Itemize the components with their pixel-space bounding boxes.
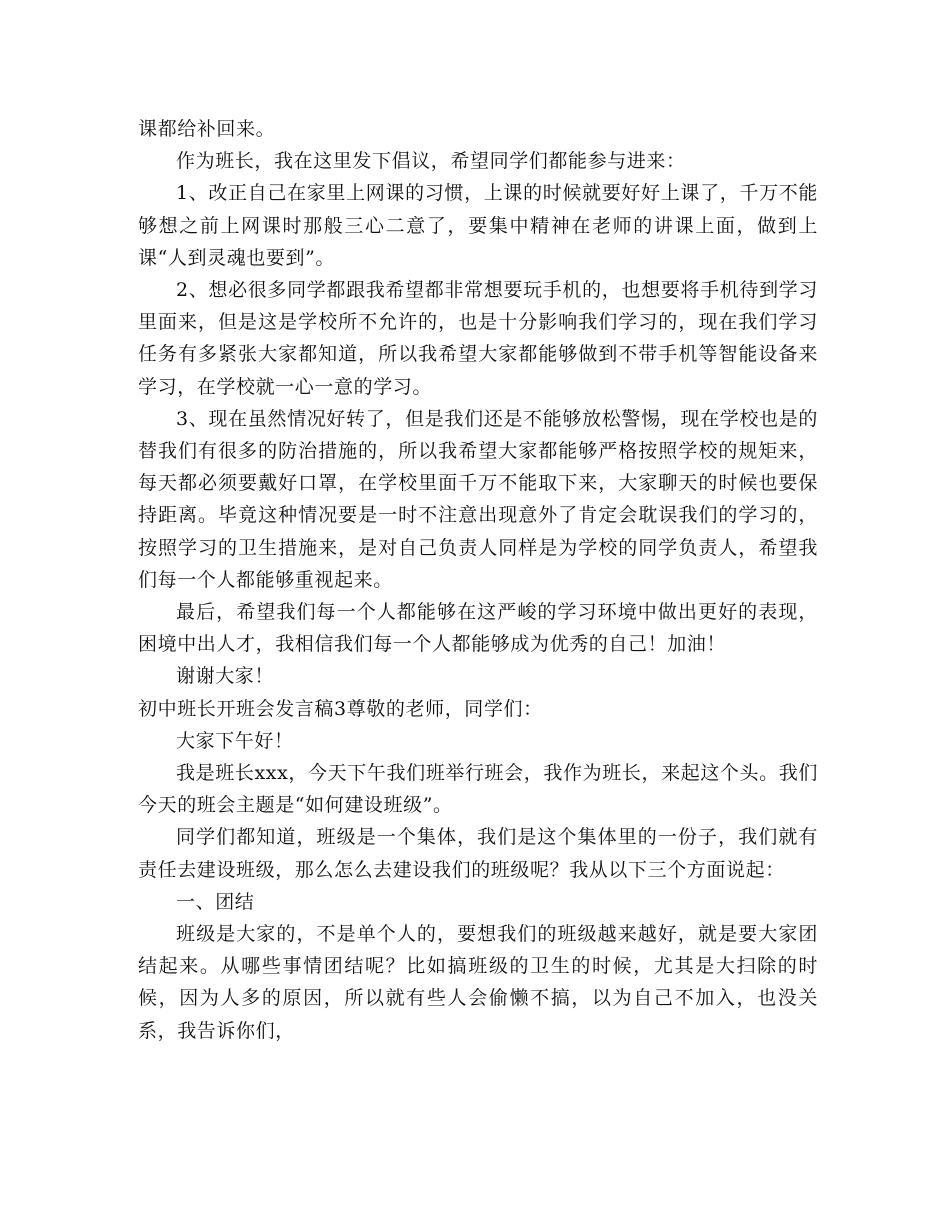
paragraph: 3、现在虽然情况好转了，但是我们还是不能够放松警惕，现在学校也是的替我们有很多的防治措施的，所以我希望大家都能够严格按照学校的规矩来，每天都必须要戴好口罩，在学校里面千万不能取下来，大家聊天的时候也要保持距离。毕竟这种情况要是一时不注意出现意外了肯定会耽误我们的学习的，按照学习的卫生措施来，是对自己负责人同样是为学校的同学负责人，希望我们每一个人都能够重视起来。 xyxy=(138,407,818,591)
paragraph: 2、想必很多同学都跟我希望都非常想要玩手机的，也想要将手机待到学习里面来，但是这是学校所不允许的，也是十分影响我们学习的，现在我们学习任务有多紧张大家都知道，所以我希望大家都能够做到不带手机等智能设备来学习，在学校就一心一意的学习。 xyxy=(138,279,818,398)
paragraph: 作为班长，我在这里发下倡议，希望同学们都能参与进来： xyxy=(176,150,686,173)
paragraph: 谢谢大家！ xyxy=(176,665,275,688)
paragraph: 大家下午好！ xyxy=(176,729,294,752)
paragraph: 同学们都知道，班级是一个集体，我们是这个集体里的一份子，我们就有责任去建设班级，那么怎么去建设我们的班级呢？我从以下三个方面说起： xyxy=(138,826,818,881)
paragraph: 1、改正自己在家里上网课的习惯，上课的时候就要好好上课了，千万不能够想之前上网课时那般三心二意了，要集中精神在老师的讲课上面，做到上课“人到灵魂也要到”。 xyxy=(138,182,818,269)
paragraph: 最后，希望我们每一个人都能够在这严峻的学习环境中做出更好的表现，困境中出人才，我相信我们每一个人都能够成为优秀的自己！加油！ xyxy=(138,601,818,656)
paragraph: 我是班长xxx，今天下午我们班举行班会，我作为班长，来起这个头。我们今天的班会主题是“如何建设班级”。 xyxy=(138,762,818,817)
document-body xyxy=(138,113,818,1047)
paragraph: 班级是大家的，不是单个人的，要想我们的班级越来越好，就是要大家团结起来。从哪些事情团结呢？比如搞班级的卫生的时候，尤其是大扫除的时候，因为人多的原因，所以就有些人会偷懒不搞，以为自己不加入，也没关系，我告诉你们， xyxy=(138,923,818,1042)
paragraph: 课都给补回来。 xyxy=(138,118,276,140)
section-heading: 初中班长开班会发言稿3尊敬的老师，同学们： xyxy=(138,697,543,720)
subheading: 一、团结 xyxy=(176,890,255,913)
